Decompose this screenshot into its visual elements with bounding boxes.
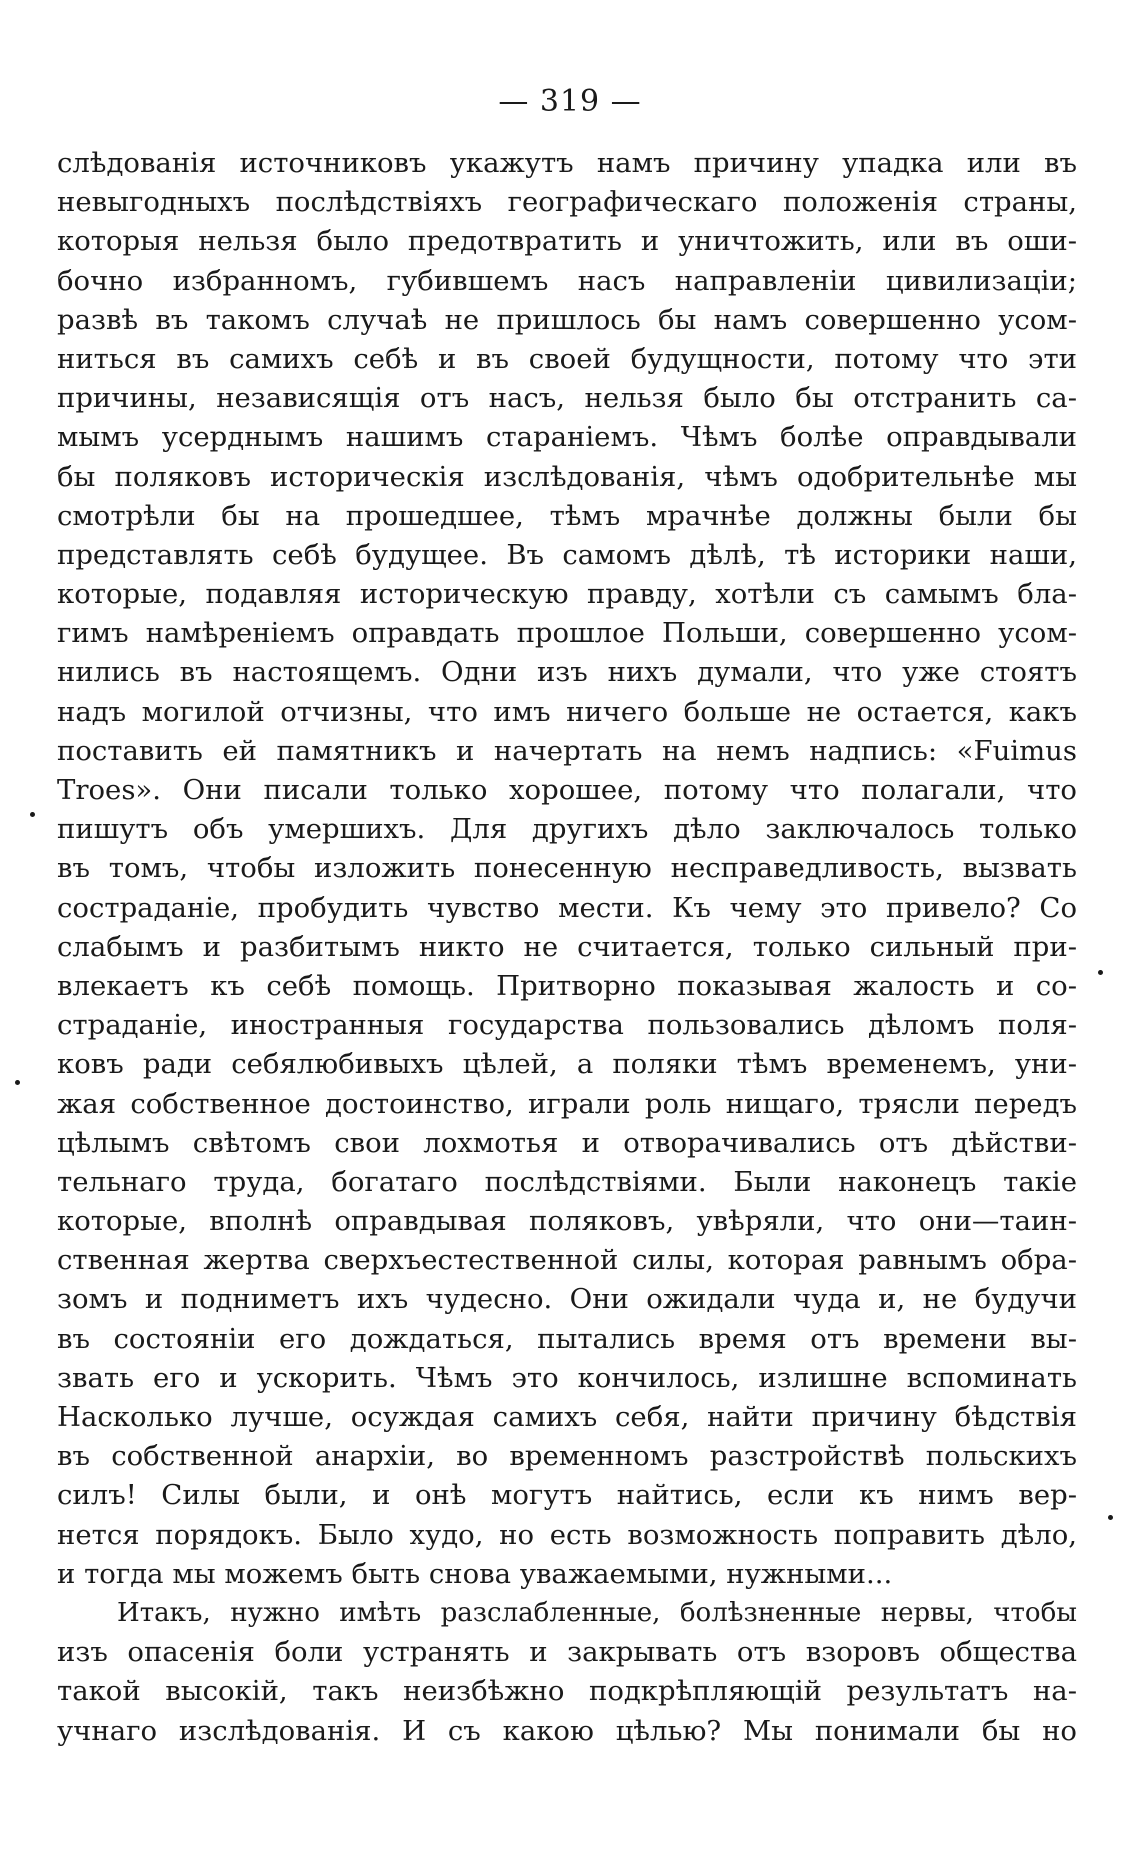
text-line: нились въ настоящемъ. Одни изъ нихъ думали, что уже стоятъ: [57, 656, 1077, 689]
text-body: [57, 144, 1077, 1751]
text-line: въ состояніи его дождаться, пытались время отъ времени вы-: [57, 1322, 1077, 1355]
text-line: которыя нельзя было предотвратить и уничтожить, или въ оши-: [57, 225, 1077, 258]
margin-speck: [1108, 1515, 1113, 1520]
text-line: Насколько лучше, осуждая самихъ себя, найти причину бѣдствія: [57, 1401, 1077, 1433]
text-line: нется порядокъ. Было худо, но есть возможность поправить дѣло,: [57, 1518, 1077, 1551]
text-line: учнаго изслѣдованія. И съ какою цѣлью? Мы понимали бы но: [57, 1714, 1077, 1747]
text-line: звать его и ускорить. Чѣмъ это кончилось, излишне вспоминать: [57, 1361, 1077, 1394]
margin-speck: [30, 812, 35, 817]
text-line: страданіе, иностранныя государства пользовались дѣломъ поля-: [57, 1009, 1077, 1042]
text-line: ниться въ самихъ себѣ и въ своей будущности, потому что эти: [57, 342, 1077, 375]
text-line: ственная жертва сверхъестественной силы, которая равнымъ обра-: [57, 1244, 1077, 1277]
text-line: мымъ усерднымъ нашимъ стараніемъ. Чѣмъ болѣе оправдывали: [57, 421, 1077, 454]
text-line: бочно избранномъ, губившемъ насъ направленіи цивилизаціи;: [57, 264, 1077, 297]
text-line: поставить ей памятникъ и начертать на немъ надпись: «Fuimus: [57, 734, 1077, 767]
text-line: тельнаго труда, богатаго послѣдствіями. Были наконецъ такіе: [57, 1165, 1077, 1198]
text-line: изъ опасенія боли устранять и закрывать отъ взоровъ общества: [57, 1636, 1077, 1669]
text-line: такой высокій, такъ неизбѣжно подкрѣпляющій результатъ на-: [57, 1675, 1077, 1708]
margin-speck: [1098, 970, 1103, 975]
page-number: — 319 —: [498, 84, 642, 119]
text-line: которые, подавляя историческую правду, хотѣли съ самымъ бла-: [57, 578, 1077, 611]
text-line: слѣдованія источниковъ укажутъ намъ причину упадка или въ: [57, 147, 1077, 179]
text-line: слабымъ и разбитымъ никто не считается, только сильный при-: [57, 930, 1077, 963]
text-line: зомъ и подниметъ ихъ чудесно. Они ожидали чуда и, не будучи: [57, 1283, 1077, 1316]
text-line: гимъ намѣреніемъ оправдать прошлое Польши, совершенно усом-: [57, 617, 1077, 650]
text-line: представлять себѣ будущее. Въ самомъ дѣлѣ, тѣ историки наши,: [57, 538, 1077, 571]
text-line: которые, вполнѣ оправдывая поляковъ, увѣряли, что они—таин-: [57, 1205, 1077, 1238]
text-line: бы поляковъ историческія изслѣдованія, чѣмъ одобрительнѣе мы: [57, 460, 1077, 493]
text-line: Troes». Они писали только хорошее, потому что полагали, что: [57, 774, 1077, 806]
margin-speck: [15, 1080, 20, 1085]
text-line: жая собственное достоинство, играли роль нищаго, трясли передъ: [57, 1087, 1077, 1120]
text-line: состраданіе, пробудить чувство мести. Къ чему это привело? Со: [57, 891, 1077, 924]
text-line: Итакъ, нужно имѣть разслабленные, болѣзненные нервы, чтобы: [117, 1597, 1077, 1628]
text-line: въ томъ, чтобы изложить понесенную несправедливость, вызвать: [57, 852, 1077, 885]
text-line: причины, независящія отъ насъ, нельзя было бы отстранить са-: [57, 382, 1077, 415]
text-line: въ собственной анархіи, во временномъ разстройствѣ польскихъ: [57, 1440, 1077, 1473]
text-line: невыгодныхъ послѣдствіяхъ географическаго положенія страны,: [57, 186, 1077, 219]
text-line: пишутъ объ умершихъ. Для другихъ дѣло заключалось только: [57, 813, 1077, 846]
text-line: ковъ ради себялюбивыхъ цѣлей, а поляки тѣмъ временемъ, уни-: [57, 1048, 1077, 1081]
text-line: надъ могилой отчизны, что имъ ничего больше не остается, какъ: [57, 695, 1077, 728]
text-line: и тогда мы можемъ быть снова уважаемыми, нужными...: [57, 1557, 893, 1590]
text-line: развѣ въ такомъ случаѣ не пришлось бы намъ совершенно усом-: [57, 303, 1077, 336]
text-line: силъ! Силы были, и онѣ могутъ найтись, если къ нимъ вер-: [57, 1479, 1077, 1512]
text-line: цѣлымъ свѣтомъ свои лохмотья и отворачивались отъ дѣйстви-: [57, 1126, 1077, 1159]
text-line: смотрѣли бы на прошедшее, тѣмъ мрачнѣе должны были бы: [57, 499, 1077, 532]
text-line: влекаетъ къ себѣ помощь. Притворно показывая жалость и со-: [57, 969, 1077, 1002]
